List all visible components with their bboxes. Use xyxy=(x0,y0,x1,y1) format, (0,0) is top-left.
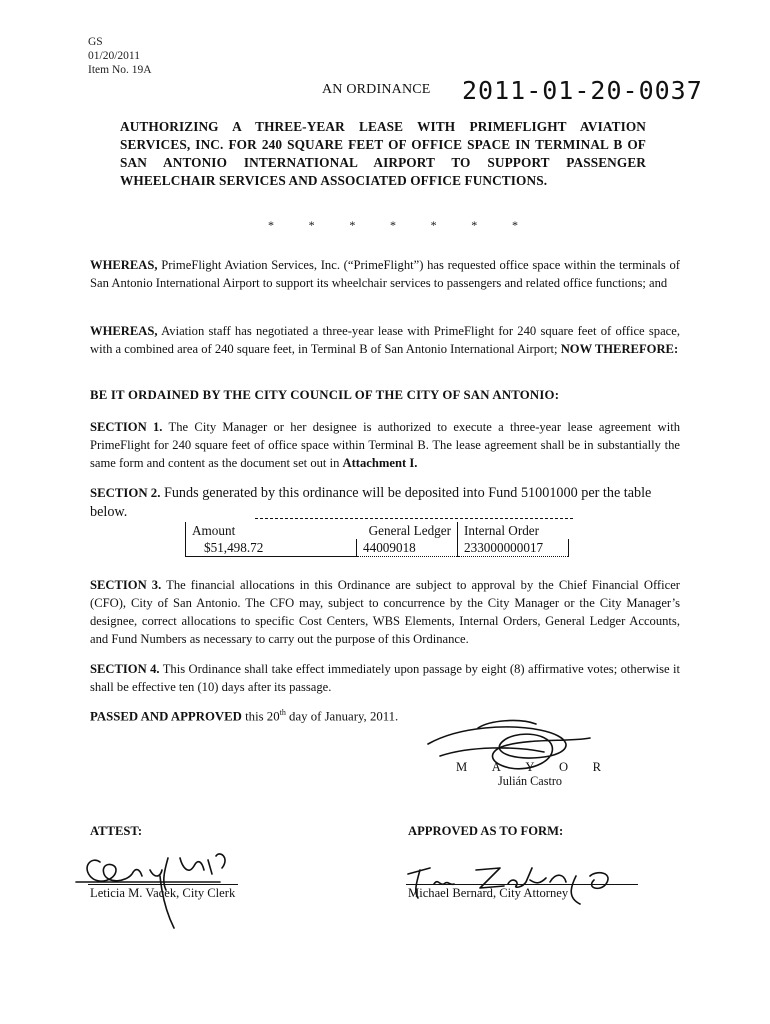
separator-star: * xyxy=(471,218,478,232)
mayor-title-letter: O xyxy=(558,760,570,774)
ordinance-number: 2011-01-20-0037 xyxy=(462,76,703,105)
star-separator xyxy=(268,218,518,233)
passed-text: this 20 xyxy=(241,709,280,724)
table-header-row xyxy=(186,522,569,539)
now-therefore: NOW THEREFORE: xyxy=(560,342,679,356)
section-lead: SECTION 1. xyxy=(90,420,163,434)
funds-table xyxy=(185,522,569,557)
separator-star: * xyxy=(268,218,274,232)
table-top-rule xyxy=(255,518,573,519)
table-row xyxy=(186,539,569,557)
section-text: The City Manager or her designee is authorized to execute a three-year lease agreement with PrimeFlight for 240 square feet of office space within Terminal B. The lease agreement shall be in substantially the same form and content as the document set out in xyxy=(90,420,680,470)
section-lead: SECTION 4. xyxy=(90,662,160,676)
table-cell-amount: $51,498.72 xyxy=(186,539,357,557)
header-date: 01/20/2011 xyxy=(88,50,140,62)
header-item-number: Item No. 19A xyxy=(88,64,152,76)
separator-star: * xyxy=(389,218,396,232)
section-3 xyxy=(90,576,680,648)
separator-star: * xyxy=(308,218,315,232)
attest-label: ATTEST: xyxy=(90,824,143,838)
section-text: This Ordinance shall take effect immediately upon passage by eight (8) affirmative votes; otherwise it shall be effective ten (10) days after its passage. xyxy=(90,662,680,694)
whereas-lead: WHEREAS, xyxy=(90,324,158,338)
whereas-paragraph-2 xyxy=(90,322,680,358)
whereas-lead: WHEREAS, xyxy=(90,258,158,272)
separator-star: * xyxy=(430,218,437,232)
clerk-signature-line xyxy=(88,884,238,885)
be-it-ordained-heading: BE IT ORDAINED BY THE CITY COUNCIL OF THE CITY OF SAN ANTONIO: xyxy=(90,388,560,402)
mayor-title-letter: R xyxy=(592,760,602,774)
approved-as-to-form-label: APPROVED AS TO FORM: xyxy=(408,824,564,838)
table-cell-ledger: 44009018 xyxy=(357,539,458,557)
passed-date: day of January, 2011. xyxy=(285,709,399,724)
mayor-title xyxy=(456,760,602,775)
passed-lead: PASSED AND APPROVED xyxy=(90,709,242,724)
whereas-text: PrimeFlight Aviation Services, Inc. (“PrimeFlight”) has requested office space within the terminals of San Antonio International Airport to support its wheelchair services to passengers and related office functions; and xyxy=(90,258,680,290)
section-lead: SECTION 2. xyxy=(90,486,161,500)
attorney-signature-line xyxy=(406,884,638,885)
attachment-reference: Attachment I. xyxy=(342,456,418,470)
mayor-title-letter: M xyxy=(456,760,469,774)
ordinance-label: AN ORDINANCE xyxy=(322,82,431,97)
section-2 xyxy=(90,484,690,522)
header-initials: GS xyxy=(88,36,103,48)
section-text: The financial allocations in this Ordinance are subject to approval by the Chief Financial Officer (CFO), City of San Antonio. The CFO may, subject to concurrence by the City Manager or the City Manager’s designee, correct allocations to specific Cost Centers, WBS Elements, Internal Orders, General Ledger Accounts, and Fund Numbers as necessary to carry out the purpose of this Ordinance. xyxy=(90,578,680,646)
attorney-name: Michael Bernard, City Attorney xyxy=(408,886,569,900)
section-4 xyxy=(90,660,680,696)
mayor-title-letter: Y xyxy=(525,760,536,774)
separator-star: * xyxy=(349,218,356,232)
attorney-signature xyxy=(400,854,640,910)
clerk-name: Leticia M. Vacek, City Clerk xyxy=(90,886,236,900)
passed-ordinal: th xyxy=(279,708,286,717)
whereas-text: Aviation staff has negotiated a three-year lease with PrimeFlight for 240 square feet of office space, with a combined area of 240 square feet, in Terminal B of San Antonio International Airport; xyxy=(90,324,680,356)
section-text: Funds generated by this ordinance will be deposited into Fund 51001000 per the table below. xyxy=(90,485,652,520)
mayor-name: Julián Castro xyxy=(498,774,562,788)
table-header-cell: Internal Order xyxy=(464,522,540,538)
separator-star: * xyxy=(511,218,518,232)
passed-and-approved xyxy=(90,708,398,724)
table-cell-order: 233000000017 xyxy=(458,539,569,557)
whereas-paragraph-1 xyxy=(90,256,680,292)
section-lead: SECTION 3. xyxy=(90,578,162,592)
ordinance-title: AUTHORIZING A THREE-YEAR LEASE WITH PRIMEFLIGHT AVIATION SERVICES, INC. FOR 240 SQUARE FEET OF OFFICE SPACE IN TERMINAL B OF SAN ANTONIO INTERNATIONAL AIRPORT TO SUPPORT PASSENGER WHEELCHAIR SERVICES AND ASSOCIATED OFFICE FUNCTIONS. xyxy=(120,119,646,188)
mayor-title-letter: A xyxy=(491,760,502,774)
table-header-cell: Amount xyxy=(186,522,357,539)
table-header-cell: General Ledger xyxy=(357,522,458,539)
section-1 xyxy=(90,418,680,472)
